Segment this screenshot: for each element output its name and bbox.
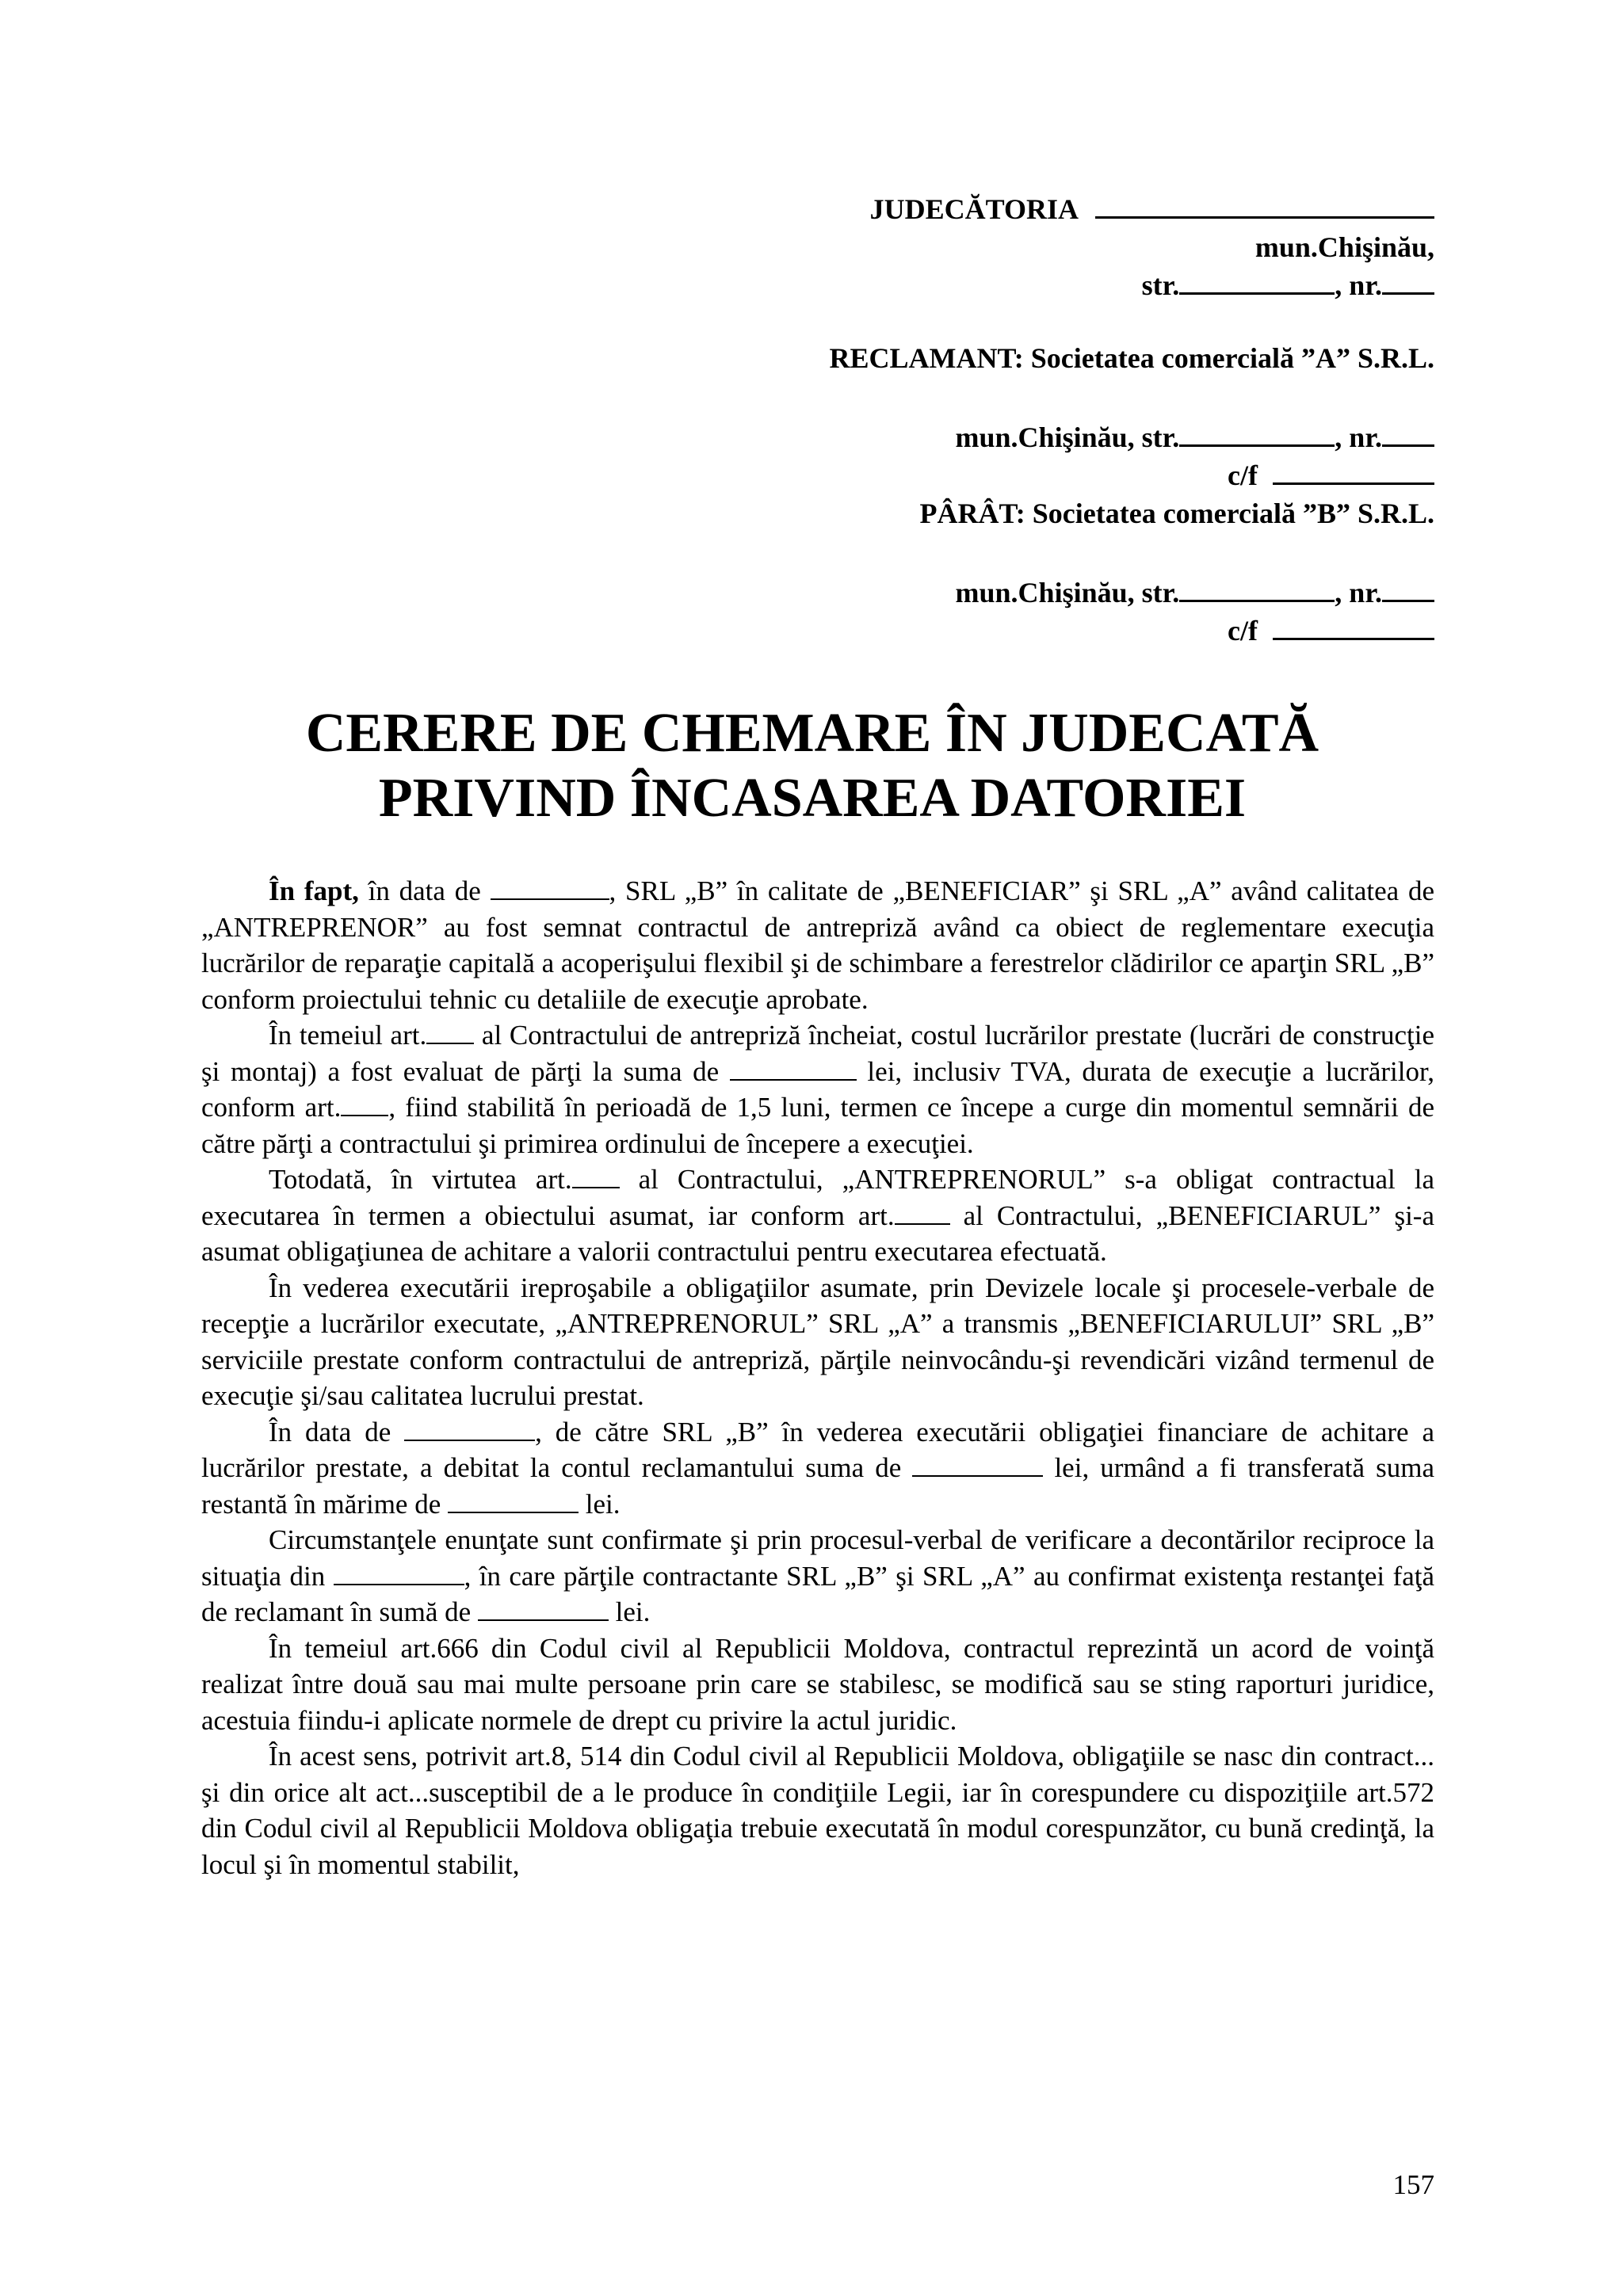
paragraph-3	[201, 1161, 1434, 1270]
court-name-blank	[1095, 215, 1434, 219]
document-title	[190, 701, 1434, 831]
plaintiff-cf-line	[642, 456, 1434, 494]
reconciliation-date-blank	[334, 1583, 464, 1585]
plaintiff-name: RECLAMANT: Societatea comercială ”A” S.R.L.	[829, 342, 1434, 374]
title-line-2: PRIVIND ÎNCASAREA DATORIEI	[378, 768, 1247, 829]
plaintiff-street-blank	[1179, 444, 1335, 447]
defendant-cf-blank	[1273, 637, 1434, 640]
paragraph-3-text-a: Totodată, în virtutea art.	[269, 1164, 572, 1195]
paragraph-2-text-d: , fiind stabilită în perioadă de 1,5 luni, termen ce începe a curge din momentul semnării de către părţi a contractului şi primirea ordinului de începere a execuţiei.	[201, 1092, 1435, 1159]
plaintiff-cf-label: c/f	[1228, 460, 1258, 491]
paragraph-6-text-c: lei.	[608, 1596, 651, 1627]
paragraph-6-text-a: Circumstanţele enunţate sunt confirmate şi prin procesul-verbal de verificare a decontărilor reciproce la situaţia din	[201, 1524, 1434, 1592]
plaintiff-nr-prefix: , nr.	[1335, 421, 1382, 453]
paragraph-7: În temeiul art.666 din Codul civil al Republicii Moldova, contractul reprezintă un acord de voinţă realizat între două sau mai multe persoane prin care se stabilesc, se modifică sau se sting raporturi juridice, acestuia fiindu-i aplicate normele de drept cu privire la actul juridic.	[201, 1632, 1434, 1736]
remaining-amount-blank	[448, 1511, 579, 1513]
paragraph-5-text-c: lei, urmând a fi transferată suma restantă în mărime de	[201, 1452, 1434, 1520]
page-number: 157	[1392, 2169, 1434, 2200]
court-street-blank	[1179, 292, 1335, 295]
court-street-prefix: str.	[1141, 269, 1180, 301]
plaintiff-line	[642, 339, 1434, 377]
court-address-line	[642, 266, 1434, 304]
defendant-cf-label: c/f	[1228, 615, 1258, 646]
court-nr-prefix: , nr.	[1335, 269, 1382, 301]
defendant-city-street: mun.Chişinău, str.	[955, 577, 1180, 608]
article-blank-2	[341, 1114, 388, 1116]
plaintiff-cf-blank	[1273, 482, 1434, 485]
defendant-line	[642, 494, 1434, 532]
paragraph-1-text-a: în data de	[358, 875, 491, 906]
court-label: JUDECĂTORIA	[869, 193, 1077, 225]
paragraph-1-text-b: , SRL „B” în calitate de „BENEFICIAR” şi SRL „A” având calitatea de „ANTREPRENOR” au fost semnat contractul de antrepriză având ca obiect de reglementare execuţia lucrărilor de reparaţie capitală a acoperişului flexibil şi de schimbare a ferestrelor clădirilor ce aparţin SRL „B” conform proiectului tehnic cu detaliile de execuţie aprobate.	[201, 875, 1434, 1015]
defendant-cf-line	[642, 612, 1434, 650]
paragraph-3-text-c: al Contractului, „BENEFICIARUL” şi-a asumat obligaţiunea de achitare a valorii contractului pentru executarea efectuată.	[201, 1199, 1434, 1267]
paragraph-5	[201, 1414, 1434, 1523]
title-line-1: CERERE DE CHEMARE ÎN JUDECATĂ	[305, 703, 1319, 764]
paragraph-5-text-a: În data de	[269, 1416, 405, 1447]
plaintiff-city-street: mun.Chişinău, str.	[955, 421, 1180, 453]
contract-date-blank	[491, 898, 609, 900]
addressee-block	[642, 190, 1434, 650]
defendant-street-blank	[1179, 599, 1335, 602]
document-body	[201, 873, 1434, 1882]
plaintiff-address-line	[642, 418, 1434, 456]
paragraph-2-text-c: lei, inclusiv TVA, durata de execuţie a lucrărilor, conform art.	[201, 1055, 1435, 1123]
article-blank-4	[895, 1222, 950, 1225]
defendant-name: PÂRÂT: Societatea comercială ”B” S.R.L.	[919, 498, 1434, 529]
article-blank-3	[572, 1186, 620, 1188]
paid-amount-blank	[912, 1474, 1043, 1477]
paragraph-8: În acest sens, potrivit art.8, 514 din Codul civil al Republicii Moldova, obligaţiile se nasc din contract... şi din orice alt act...susceptibil de a le produce în condiţiile Legii, iar în corespundere cu dispoziţiile art.572 din Codul civil al Republicii Moldova obligaţia trebuie executată în modul corespunzător, cu bună credinţă, la locul şi în momentul stabilit,	[201, 1741, 1434, 1880]
paragraph-2-text-a: În temeiul art.	[269, 1020, 427, 1051]
paragraph-5-text-d: lei.	[578, 1488, 621, 1520]
payment-date-blank	[404, 1439, 535, 1441]
debt-amount-blank	[478, 1619, 609, 1621]
paragraph-6-text-b: , în care părţile contractante SRL „B” şi SRL „A” au confirmat existenţa restanţei faţă de reclamant în sumă de	[201, 1560, 1434, 1627]
paragraph-6	[201, 1522, 1434, 1630]
paragraph-1-lead: În fapt,	[269, 875, 359, 906]
article-blank-1	[426, 1042, 474, 1044]
plaintiff-nr-blank	[1382, 444, 1434, 447]
court-nr-blank	[1382, 292, 1434, 295]
defendant-nr-blank	[1382, 599, 1434, 602]
paragraph-3-text-b: al Contractului, „ANTREPRENORUL” s-a obligat contractual la executarea în termen a obiectului asumat, iar conform art.	[201, 1164, 1434, 1231]
paragraph-1	[201, 873, 1434, 1017]
defendant-address-line	[642, 574, 1434, 612]
paragraph-2	[201, 1017, 1434, 1161]
paragraph-2-text-b: al Contractului de antrepriză încheiat, costul lucrărilor prestate (lucrări de construcţie şi montaj) a fost evaluat de părţi la suma de	[201, 1020, 1434, 1087]
paragraph-5-text-b: , de către SRL „B” în vederea executării obligaţiei financiare de achitare a lucrărilor prestate, a debitat la contul reclamantului suma de	[201, 1416, 1434, 1483]
court-city: mun.Chişinău,	[1254, 231, 1434, 263]
amount-blank-1	[730, 1078, 857, 1081]
court-line	[642, 190, 1434, 228]
paragraph-4: În vederea executării ireproşabile a obligaţiilor asumate, prin Devizele locale şi procesele-verbale de recepţie a lucrărilor executate, „ANTREPRENORUL” SRL „A” a transmis „BENEFICIARULUI” SRL „B” serviciile prestate conform contractului de antrepriză, părţile neinvocându-şi revendicări vizând termenul de execuţie şi/sau calitatea lucrului prestat.	[201, 1272, 1434, 1411]
defendant-nr-prefix: , nr.	[1335, 577, 1382, 608]
court-city-line	[642, 228, 1434, 266]
